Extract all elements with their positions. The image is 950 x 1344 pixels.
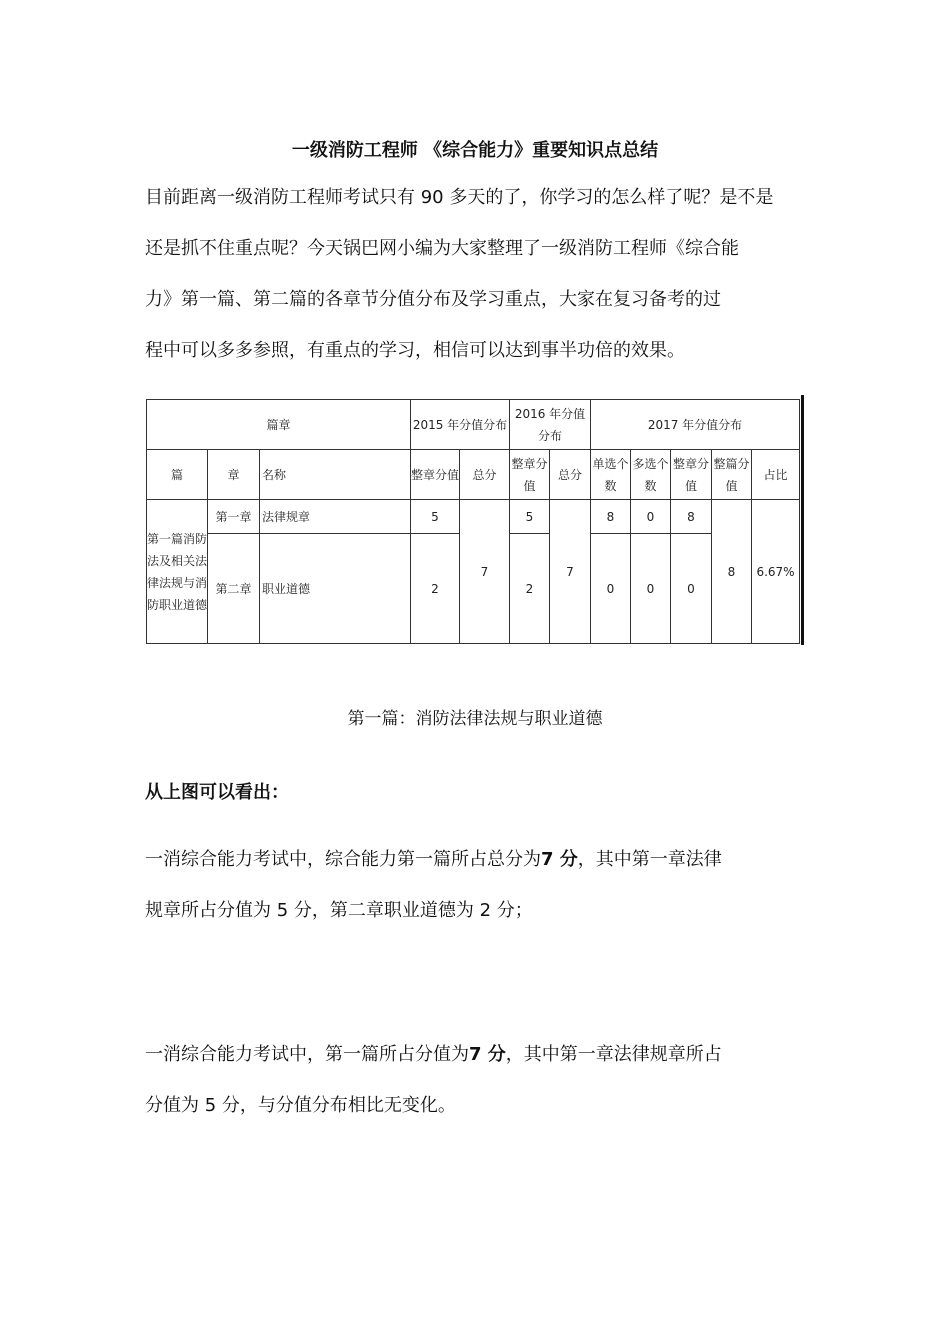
header-total-2016: 总分 [550, 450, 591, 500]
text-span: 一消综合能力考试中，综合能力第一篇所占总分为 [145, 849, 541, 870]
header-multi-count: 多选个数 [631, 450, 671, 500]
intro-line: 力》第一篇、第二篇的各章节分值分布及学习重点，大家在复习备考的过 [145, 289, 721, 310]
text-span: ，其中第一章法律 [577, 849, 722, 870]
paragraph-1 [145, 845, 815, 947]
paragraph-2 [145, 1040, 815, 1142]
chapter-cell: 第一章 [208, 500, 260, 534]
paragraph-line [145, 845, 815, 896]
single-count-cell: 0 [591, 534, 631, 644]
total-2016-cell: 7 [550, 500, 591, 644]
score-2016-cell: 5 [510, 500, 550, 534]
header-chapter-score-2015: 整章分值 [411, 450, 460, 500]
header-single-count: 单选个数 [591, 450, 631, 500]
single-count-cell: 8 [591, 500, 631, 534]
intro-paragraph [145, 183, 815, 387]
table-caption: 第一篇：消防法律法规与职业道德 [347, 709, 603, 729]
score-2017-cell: 8 [671, 500, 712, 534]
score-distribution-table [146, 399, 800, 644]
part-total-2017-cell: 8 [712, 500, 752, 644]
chapter-name-cell: 法律规章 [260, 500, 411, 534]
header-2016: 2016 年分值分布 [510, 400, 591, 450]
table-edge-line [801, 395, 804, 645]
header-pian: 篇 [147, 450, 208, 500]
document-title: 一级消防工程师 《综合能力》重要知识点总结 [291, 140, 659, 161]
bold-score: 7 分 [541, 849, 578, 870]
paragraph-line: 分值为 5 分，与分值分布相比无变化。 [145, 1095, 456, 1116]
header-name: 名称 [260, 450, 411, 500]
score-2017-cell: 0 [671, 534, 712, 644]
header-chapter-score-2016: 整章分值 [510, 450, 550, 500]
header-ratio: 占比 [752, 450, 800, 500]
header-section: 篇章 [147, 400, 411, 450]
multi-count-cell: 0 [631, 534, 671, 644]
text-span: 一消综合能力考试中，第一篇所占分值为 [145, 1044, 469, 1065]
score-2016-cell: 2 [510, 534, 550, 644]
text-span: ，其中第一章法律规章所占 [505, 1044, 722, 1065]
total-2015-cell: 7 [460, 500, 510, 644]
part-name-cell: 第一篇消防法及相关法律法规与消防职业道德 [147, 500, 208, 644]
paragraph-line [145, 1040, 815, 1091]
header-zhang: 章 [208, 450, 260, 500]
score-2015-cell: 5 [411, 500, 460, 534]
header-part-score-2017: 整篇分值 [712, 450, 752, 500]
multi-count-cell: 0 [631, 500, 671, 534]
intro-line: 程中可以多多参照，有重点的学习，相信可以达到事半功倍的效果。 [145, 340, 685, 361]
bold-score: 7 分 [469, 1044, 506, 1065]
header-chapter-score-2017: 整章分值 [671, 450, 712, 500]
intro-line: 目前距离一级消防工程师考试只有 90 多天的了，你学习的怎么样了呢？是不是 [145, 187, 774, 208]
chapter-name-cell: 职业道德 [260, 534, 411, 644]
score-2015-cell: 2 [411, 534, 460, 644]
header-2015: 2015 年分值分布 [411, 400, 510, 450]
chapter-cell: 第二章 [208, 534, 260, 644]
header-total-2015: 总分 [460, 450, 510, 500]
intro-line: 还是抓不住重点呢？今天锅巴网小编为大家整理了一级消防工程师《综合能 [145, 238, 739, 259]
section-heading: 从上图可以看出： [145, 782, 289, 803]
ratio-cell: 6.67% [752, 500, 800, 644]
header-2017: 2017 年分值分布 [591, 400, 800, 450]
paragraph-line: 规章所占分值为 5 分，第二章职业道德为 2 分； [145, 900, 533, 921]
